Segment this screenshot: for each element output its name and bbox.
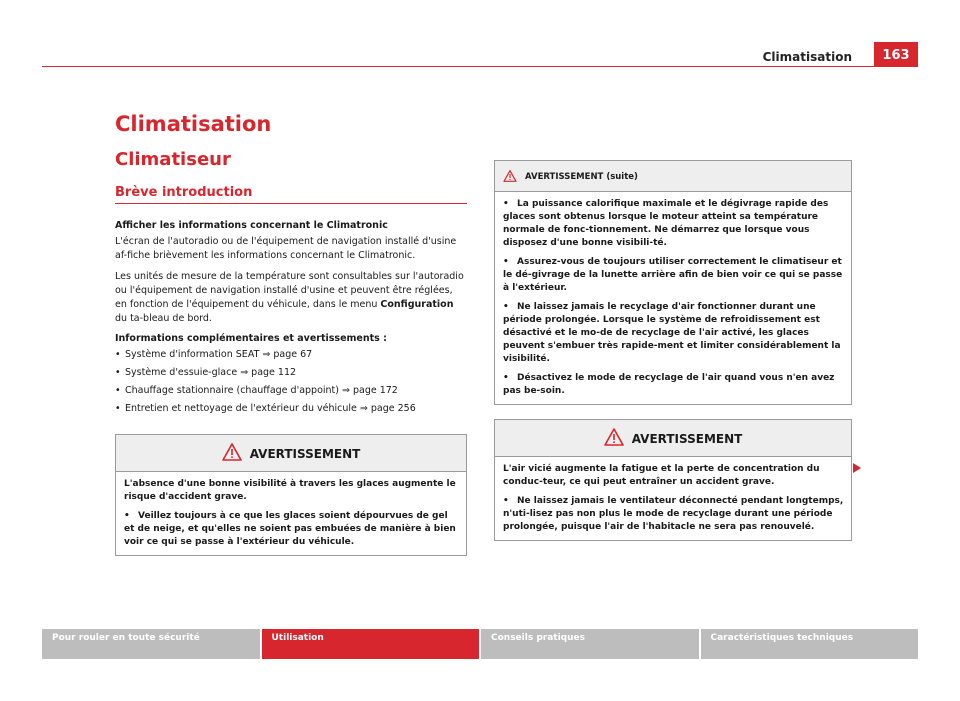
warning-header <box>495 420 851 457</box>
warning-header <box>116 435 466 472</box>
list-item <box>115 366 467 380</box>
warning-box <box>115 434 467 556</box>
chapter-title: Climatisation <box>115 112 272 136</box>
warning-box-air <box>494 419 852 541</box>
warning-item-text: Veillez toujours à ce que les glaces soient dépourvues de gel et de neige, et qu'elles ne soient pas embuées de manière à bien voir ce qui se passe à l'extérieur du véhicule. <box>124 510 456 547</box>
warning-body <box>116 472 466 555</box>
tab-utilisation[interactable]: Utilisation <box>262 629 480 659</box>
warning-item <box>503 301 845 366</box>
warning-text: L'absence d'une bonne visibilité à travers les glaces augmente le risque d'accident grave. <box>124 478 456 502</box>
warning-item <box>124 510 460 549</box>
warning-continued-title: AVERTISSEMENT (suite) <box>525 171 638 182</box>
header-rule <box>42 66 918 67</box>
tab-securite[interactable]: Pour rouler en toute sécurité <box>42 629 260 659</box>
footer-navigation <box>42 629 918 659</box>
list-item <box>115 348 467 362</box>
bullet-icon: • <box>503 199 509 209</box>
list-item <box>115 384 467 398</box>
bullet-icon: • <box>503 302 509 312</box>
reference-link[interactable]: Entretien et nettoyage de l'extérieur du véhicule ⇒ page 256 <box>125 402 416 414</box>
warning-continued-body <box>495 192 851 404</box>
warning-triangle-icon <box>604 428 624 450</box>
tab-caracteristiques-techniques[interactable]: Caractéristiques techniques <box>701 629 919 659</box>
warning-item <box>503 372 845 398</box>
warning-title: AVERTISSEMENT <box>249 446 361 461</box>
warning-continued-box <box>494 160 852 405</box>
bullet-icon: • <box>115 402 121 414</box>
warning-triangle-icon <box>503 167 517 186</box>
bullet-icon: • <box>115 348 121 360</box>
reference-list <box>115 348 467 416</box>
warning-title: AVERTISSEMENT <box>631 432 743 446</box>
bullet-icon: • <box>503 257 509 267</box>
list-item <box>115 402 467 416</box>
section-title: Climatiseur <box>115 149 231 171</box>
running-header-title: Climatisation <box>762 50 852 64</box>
reference-link[interactable]: Système d'information SEAT ⇒ page 67 <box>125 348 313 360</box>
warning-item-text: Assurez-vous de toujours utiliser correctement le climatiseur et le dé-givrage de la lunette arrière afin de bien voir ce qui se passe à l'extérieur. <box>503 257 843 293</box>
paragraph-units-text: Les unités de mesure de la température sont consultables sur l'autoradio ou l'équipement de navigation installé d'usine et peuvent être réglées, en fonction de l'équipement du véhicule, dans le menu <box>115 270 464 310</box>
warning-continued-header <box>495 161 851 192</box>
page-number: 163 <box>874 42 918 67</box>
menu-configuration: Configuration <box>380 298 454 310</box>
bullet-icon: • <box>115 384 121 396</box>
warning-item <box>503 495 845 534</box>
warning-item <box>503 256 845 295</box>
warning-item-text: Ne laissez jamais le recyclage d'air fonctionner durant une période prolongée. Lorsque le système de refroidissement est désactivé et le mo-de de recyclage de l'air activé, les glaces peuvent s'embuer très rapide-ment et limiter considérablement la visibilité. <box>503 302 841 364</box>
warning-item <box>503 198 845 250</box>
warning-item-text: Ne laissez jamais le ventilateur déconnecté pendant longtemps, n'uti-lisez pas non plus le mode de recyclage durant une période prolongée, puisque l'air de l'habitacle ne sera pas renouvelé. <box>503 496 844 532</box>
reference-link[interactable]: Système d'essuie-glace ⇒ page 112 <box>125 366 297 378</box>
warning-item-text: Désactivez le mode de recyclage de l'air quand vous n'en avez pas be-soin. <box>503 373 835 396</box>
subheading-display-info: Afficher les informations concernant le Climatronic <box>115 219 388 231</box>
paragraph-units <box>115 270 467 326</box>
warning-item-text: La puissance calorifique maximale et le dégivrage rapide des glaces sont obtenus lorsque le moteur atteint sa température normale de fonc-tionnement. Ne démarrez que lorsque vous disposez d'une bonne visibili-té. <box>503 199 829 248</box>
right-column <box>494 160 852 541</box>
paragraph-display-info: L'écran de l'autoradio ou de l'équipement de navigation installé d'usine af-fiche brièvement les informations concernant le Climatronic. <box>115 235 457 261</box>
warning-body <box>495 457 851 540</box>
subsection-title: Brève introduction <box>115 185 467 204</box>
bullet-icon: • <box>115 366 121 378</box>
reference-link[interactable]: Chauffage stationnaire (chauffage d'appoint) ⇒ page 172 <box>125 384 398 396</box>
bullet-icon: • <box>503 373 509 383</box>
bullet-icon: • <box>124 510 130 521</box>
continue-arrow-icon <box>853 458 861 477</box>
left-column <box>115 112 467 556</box>
subheading-more-info: Informations complémentaires et avertissements : <box>115 332 387 344</box>
tab-conseils-pratiques[interactable]: Conseils pratiques <box>481 629 699 659</box>
warning-triangle-icon <box>222 443 242 465</box>
paragraph-units-text-end: du ta-bleau de bord. <box>115 312 212 324</box>
warning-text: L'air vicié augmente la fatigue et la perte de concentration du conduc-teur, ce qui peut entraîner un accident grave. <box>503 464 820 487</box>
bullet-icon: • <box>503 496 509 506</box>
